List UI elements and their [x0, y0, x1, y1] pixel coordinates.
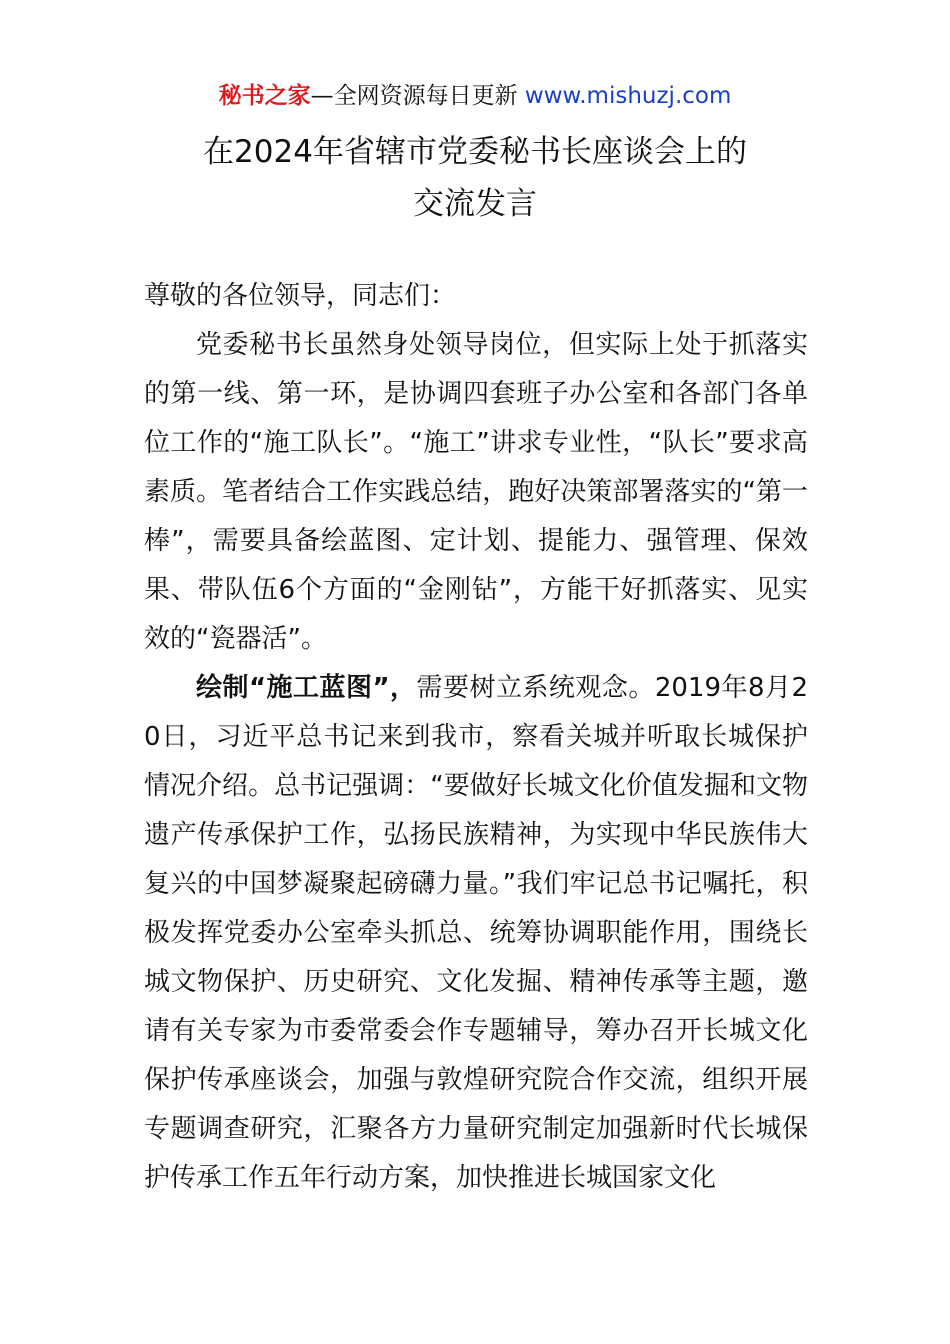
header-tagline: —全网资源每日更新 — [310, 83, 518, 109]
paragraph-2-text: 需要树立系统观念。2019年8月20日，习近平总书记来到我市，察看关城并听取长城保护情况介绍。总书记强调：“要做好长城文化价值发掘和文物遗产传承保护工作，弘扬民族精神，为实现中华民族伟大复兴的中国梦凝聚起磅礴力量。”我们牢记总书记嘱托，积极发挥党委办公室牵头抓总、统筹协调职能作用，围绕长城文物保护、历史研究、文化发掘、精神传承等主题，邀请有关专家为市委常委会作专题辅导，筹办召开长城文化保护传承座谈会，加强与敦煌研究院合作交流，组织开展专题调查研究，汇聚各方力量研究制定加强新时代长城保护传承工作五年行动方案，加快推进长城国家文化 — [144, 673, 808, 1193]
salutation: 尊敬的各位领导，同志们： — [144, 281, 457, 311]
paragraph-2-lead: 绘制“施工蓝图”， — [196, 673, 417, 703]
document-title — [0, 126, 950, 230]
title-line-2: 交流发言 — [413, 186, 537, 222]
document-body — [144, 272, 808, 1203]
paragraph-2 — [144, 664, 808, 1203]
site-header — [0, 80, 950, 112]
title-line-1: 在2024年省辖市党委秘书长座谈会上的 — [203, 134, 747, 170]
brand-name: 秘书之家 — [218, 83, 311, 109]
site-url-link[interactable]: www.mishuzj.com — [524, 83, 732, 109]
paragraph-1: 党委秘书长虽然身处领导岗位，但实际上处于抓落实的第一线、第一环，是协调四套班子办公室和各部门各单位工作的“施工队长”。“施工”讲求专业性，“队长”要求高素质。笔者结合工作实践总结，跑好决策部署落实的“第一棒”，需要具备绘蓝图、定计划、提能力、强管理、保效果、带队伍6个方面的“金刚钻”，方能干好抓落实、见实效的“瓷器活”。 — [144, 330, 808, 654]
